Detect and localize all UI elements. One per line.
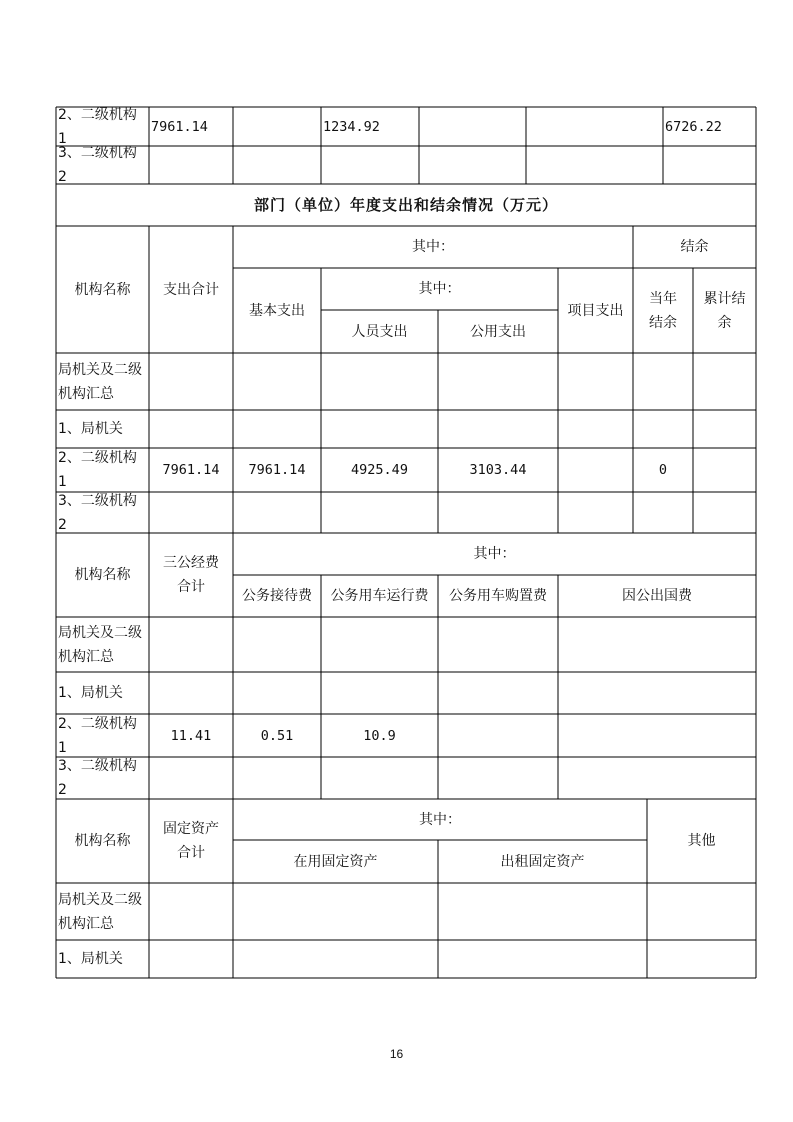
exp-header-of-which-2: 其中：	[418, 281, 461, 297]
fa-header-in-use: 在用固定资产	[293, 853, 378, 870]
exp-header-total: 支出合计	[163, 281, 219, 298]
exp-header-project: 项目支出	[567, 302, 624, 319]
exp-header-current-balance: 当年结余	[649, 290, 677, 331]
page-number: 16	[389, 1047, 404, 1061]
exp-header-of-which: 其中：	[412, 239, 454, 255]
exp-header-personnel: 人员支出	[351, 323, 408, 340]
table-row-name: 2、二级机构 1	[58, 450, 137, 490]
table-row-name: 3、二级机构 2	[58, 492, 137, 533]
tp-row-reception: 0.51	[260, 727, 294, 744]
tp-header-org-name: 机构名称	[74, 567, 131, 583]
fa-header-of-which: 其中：	[419, 811, 461, 828]
expenditure-title: 部门（单位）年度支出和结余情况（万元）	[253, 196, 558, 214]
table-row-name: 局机关及二级机构汇总	[58, 891, 142, 932]
table-row-name: 局机关及二级机构汇总	[58, 361, 142, 402]
tp-header-of-which: 其中：	[473, 546, 516, 562]
exp-header-cumulative-balance: 累计结余	[703, 290, 746, 331]
tp-header-abroad: 因公出国费	[622, 588, 692, 604]
exp-header-basic: 基本支出	[249, 302, 305, 319]
top-row-1-c1: 7961.14	[151, 118, 208, 135]
top-row-1-c6: 6726.22	[665, 118, 722, 135]
exp-header-public: 公用支出	[470, 323, 526, 340]
top-row-1-name: 2、二级机构 1	[58, 107, 137, 146]
top-row-2-name: 3、二级机构 2	[58, 146, 137, 184]
exp-header-org-name: 机构名称	[74, 281, 131, 298]
table-row-name: 局机关及二级机构汇总	[58, 624, 142, 665]
exp-row-personnel: 4925.49	[351, 462, 408, 478]
fa-header-org-name: 机构名称	[74, 833, 131, 849]
tp-row-vehicle-run: 10.9	[363, 727, 396, 744]
tp-row-total: 11.41	[170, 727, 212, 744]
exp-header-balance: 结余	[680, 239, 709, 255]
top-row-1-c3: 1234.92	[323, 118, 380, 135]
table-row-name: 1、局机关	[58, 951, 123, 967]
tp-header-vehicle-buy: 公务用车购置费	[449, 588, 547, 604]
fa-header-total: 固定资产合计	[163, 821, 219, 861]
exp-row-public: 3103.44	[469, 462, 527, 478]
tp-header-vehicle-run: 公务用车运行费	[330, 588, 429, 604]
table-row-name: 1、局机关	[58, 685, 123, 701]
exp-row-total: 7961.14	[162, 462, 220, 478]
table-row-name: 1、局机关	[58, 421, 123, 437]
tp-header-reception: 公务接待费	[242, 588, 312, 604]
table-row-name: 3、二级机构 2	[58, 758, 137, 798]
tp-header-total: 三公经费合计	[163, 555, 219, 595]
fa-header-other: 其他	[687, 833, 716, 849]
exp-row-basic: 7961.14	[248, 462, 306, 478]
table-row-name: 2、二级机构 1	[58, 715, 137, 756]
fa-header-rented: 出租固定资产	[500, 853, 585, 870]
exp-row-current: 0	[658, 462, 668, 478]
